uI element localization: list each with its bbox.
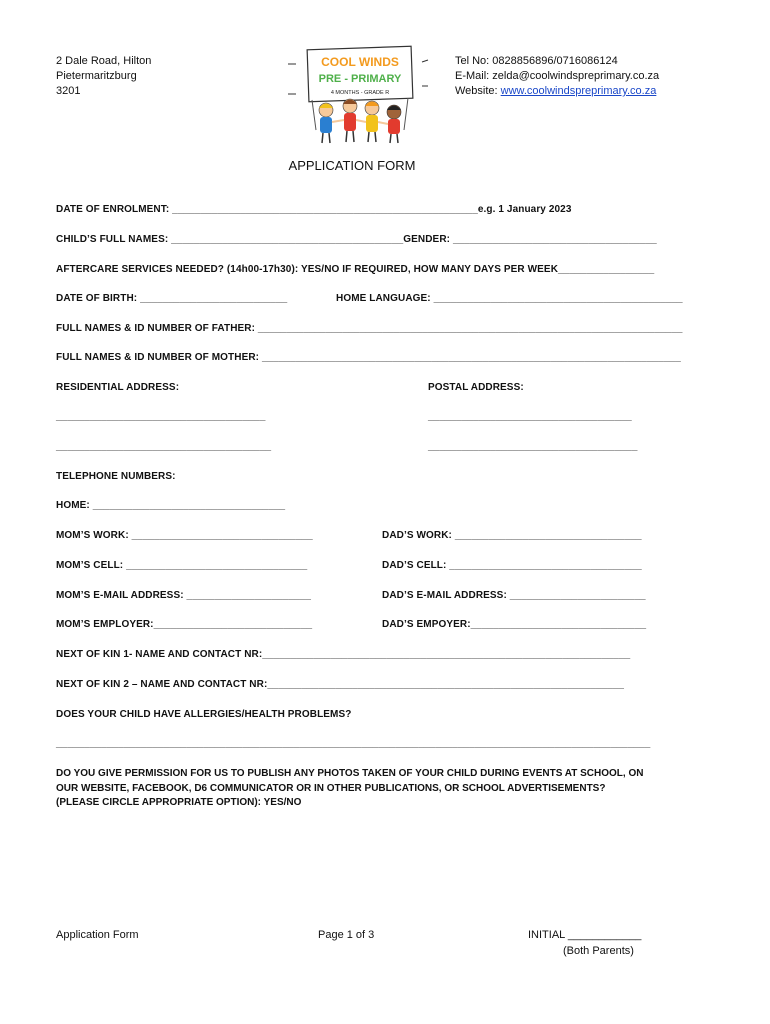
next-of-kin-1-field[interactable]: NEXT OF KIN 1- NAME AND CONTACT NR:_________________________________________________________________ — [56, 649, 631, 660]
residential-address-label: RESIDENTIAL ADDRESS: — [56, 382, 180, 393]
dad-work-field[interactable]: DAD’S WORK: _________________________________ — [382, 530, 642, 541]
mother-details-field[interactable]: FULL NAMES & ID NUMBER OF MOTHER: __________________________________________________________________________ — [56, 352, 681, 363]
photo-permission-question — [56, 767, 706, 811]
dad-cell-field[interactable]: DAD’S CELL: __________________________________ — [382, 560, 642, 571]
address-line-2: Pietermaritzburg — [56, 70, 137, 82]
address-line-3: 3201 — [56, 85, 81, 97]
mom-email-field[interactable]: MOM’S E-MAIL ADDRESS: ______________________ — [56, 590, 312, 601]
postal-address-line-2[interactable]: _____________________________________ — [428, 441, 638, 452]
residential-address-line-2[interactable]: ______________________________________ — [56, 441, 272, 452]
email-address: E-Mail: zelda@coolwindspreprimary.co.za — [455, 70, 660, 82]
telephone-numbers-label: TELEPHONE NUMBERS: — [56, 471, 176, 482]
postal-address-line-1[interactable]: ____________________________________ — [428, 411, 632, 422]
father-details-field[interactable]: FULL NAMES & ID NUMBER OF FATHER: ___________________________________________________________________________ — [56, 323, 683, 334]
school-address — [56, 54, 151, 99]
child-names-gender-field[interactable]: CHILD’S FULL NAMES: _________________________________________GENDER: ____________________________________ — [56, 234, 657, 245]
school-contact — [455, 54, 659, 99]
website-link[interactable]: www.coolwindspreprimary.co.za — [500, 85, 657, 97]
footer-both-parents: (Both Parents) — [563, 945, 634, 957]
postal-address-label: POSTAL ADDRESS: — [428, 382, 524, 393]
logo-children — [319, 99, 401, 143]
form-title: APPLICATION FORM — [288, 158, 416, 173]
allergies-question: DOES YOUR CHILD HAVE ALLERGIES/HEALTH PROBLEMS? — [56, 709, 352, 720]
permission-line-1: DO YOU GIVE PERMISSION FOR US TO PUBLISH ANY PHOTOS TAKEN OF YOUR CHILD DURING EVENTS AT SCHOOL, ON — [56, 768, 644, 779]
dad-employer-field[interactable]: DAD’S EMPOYER:_______________________________ — [382, 619, 647, 630]
next-of-kin-2-field[interactable]: NEXT OF KIN 2 – NAME AND CONTACT NR:_______________________________________________________________ — [56, 679, 625, 690]
mom-employer-field[interactable]: MOM’S EMPLOYER:____________________________ — [56, 619, 313, 630]
website — [455, 84, 659, 99]
footer-page-number: Page 1 of 3 — [318, 929, 375, 941]
address-line-1: 2 Dale Road, Hilton — [56, 55, 152, 67]
logo-text-3: 4 MONTHS - GRADE R — [330, 90, 390, 96]
home-phone-field[interactable]: HOME: __________________________________ — [56, 500, 286, 511]
residential-address-line-1[interactable]: _____________________________________ — [56, 411, 266, 422]
logo-dash — [422, 60, 428, 62]
telephone-number: Tel No: 0828856896/0716086124 — [455, 55, 618, 67]
logo-pole-left — [312, 100, 316, 130]
dad-email-field[interactable]: DAD’S E-MAIL ADDRESS: ________________________ — [382, 590, 646, 601]
mom-cell-field[interactable]: MOM’S CELL: ________________________________ — [56, 560, 308, 571]
logo-text-2: PRE - PRIMARY — [318, 73, 402, 85]
home-language-field[interactable]: HOME LANGUAGE: ____________________________________________ — [336, 293, 683, 304]
mom-work-field[interactable]: MOM’S WORK: ________________________________ — [56, 530, 313, 541]
allergies-answer-line[interactable]: _________________________________________________________________________________________________________ — [56, 738, 651, 749]
website-label: Website: — [455, 85, 501, 97]
aftercare-field[interactable]: AFTERCARE SERVICES NEEDED? (14h00-17h30): YES/NO IF REQUIRED, HOW MANY DAYS PER WEEK_________________ — [56, 264, 655, 275]
permission-line-2: OUR WEBSITE, FACEBOOK, D6 COMMUNICATOR OR IN OTHER PUBLICATIONS, OR SCHOOL ADVERTISEMENTS? — [56, 782, 606, 794]
permission-line-3: (PLEASE CIRCLE APPROPRIATE OPTION): YES/NO — [56, 797, 302, 808]
school-logo — [286, 42, 430, 146]
logo-pole-right — [404, 98, 408, 130]
logo-illustration — [286, 42, 430, 146]
footer-initial-field[interactable]: INITIAL ____________ — [528, 929, 642, 941]
date-of-birth-field[interactable]: DATE OF BIRTH: __________________________ — [56, 293, 288, 304]
enrolment-date-field[interactable]: DATE OF ENROLMENT: ______________________________________________________e.g. 1 January 2023 — [56, 204, 572, 215]
logo-text-1: COOL WINDS — [321, 55, 399, 69]
footer-form-name: Application Form — [56, 929, 139, 941]
